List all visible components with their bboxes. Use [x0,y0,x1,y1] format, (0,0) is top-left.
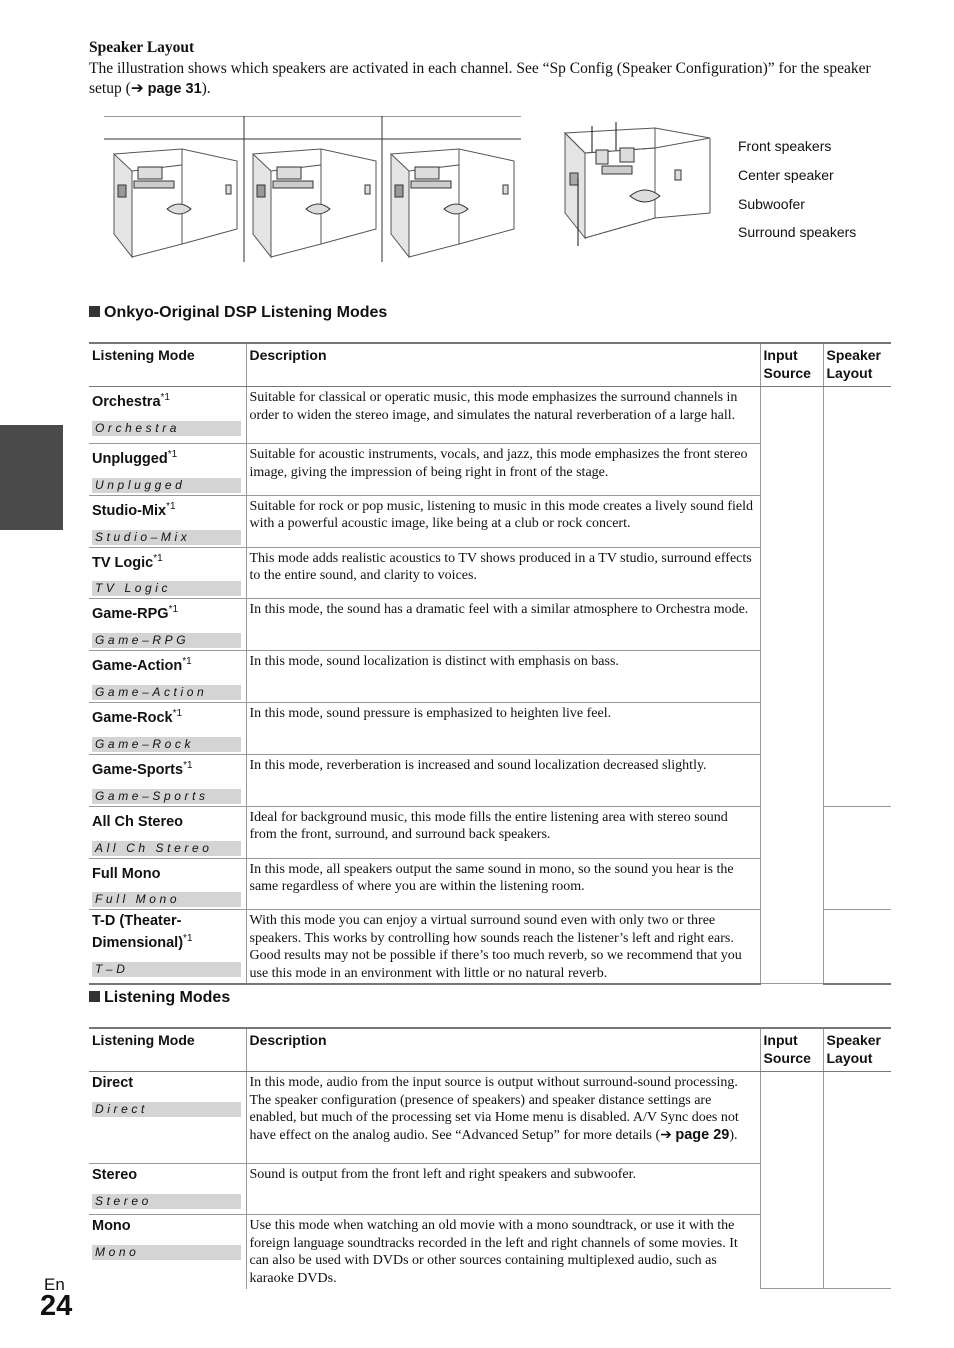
mode-cell [89,651,246,703]
speaker-layout-cell [823,806,891,910]
mode-cell [89,806,246,858]
col-header-speaker-layout: Speaker Layout [823,343,891,387]
footnote-marker: *1 [183,933,193,945]
mode-name: Unplugged$^{*1}$ [92,449,178,467]
footer-language: En [44,1275,65,1294]
display-indicator: TV Logic [92,581,241,596]
description-cell: Ideal for background music, this mode fills the entire listening area with stereo sound from the front, surround, and surround back speakers. [246,806,760,858]
display-indicator: T–D [92,962,241,977]
description-cell: In this mode, audio from the input source is output without surround-sound processing. The speaker configuration (presence of speakers) and speaker distance settings are enabled, but much of the processing set via Home menu is disabled. A/V Sync does not have effect on the analog audio. See “Advanced Setup” for more details (➔ page 29). [246,1072,760,1164]
mode-name: Mono [92,1218,131,1234]
section-tab-marker [0,425,63,530]
legend-subwoofer: Subwoofer [738,196,805,212]
speaker-layout-diagrams [104,116,521,262]
speaker-layout-text: The illustration shows which speakers are activated in each channel. See “Sp Config (Speaker Configuration)” for the speaker setup (➔ page 31). [89,59,871,97]
display-indicator: Game–Sports [92,789,241,804]
description-cell: In this mode, all speakers output the same sound in mono, so the sound you hear is the same regardless of where you are within the listening room. [246,858,760,910]
table-row [89,387,891,444]
table-header-row [89,343,891,387]
col-header-mode: Listening Mode [89,1028,246,1072]
mode-cell [89,910,246,984]
section-title-listening-modes: Listening Modes [89,989,230,1007]
mode-cell [89,1215,246,1289]
arrow-right-icon: ➔ [660,1127,672,1143]
col-header-speaker-layout: Speaker Layout [823,1028,891,1072]
mode-name: All Ch Stereo [92,813,184,830]
mode-name: Full Mono [92,865,161,882]
display-indicator: Studio–Mix [92,530,241,545]
description-cell: Suitable for rock or pop music, listening to music in this mode creates a lively sound field with a powerful acoustic image, like being at a club or rock concert. [246,495,760,547]
display-indicator: Game–Action [92,685,241,700]
square-bullet-icon [89,991,100,1002]
mode-name: T-D (Theater-Dimensional)$^{*1}$ [92,913,193,952]
footnote-marker: *1 [168,604,179,616]
input-source-cell [760,387,823,984]
description-cell: Use this mode when watching an old movie with a mono soundtrack, or use it with the foreign language soundtracks recorded in the left and right channels of some movies. It can also be used with DVDs or other sources containing multiplexed audio, such as karaoke DVDs. [246,1215,760,1289]
mode-cell [89,754,246,806]
mode-cell [89,495,246,547]
speaker-layout-cell [823,387,891,807]
room-diagram [253,149,376,257]
footnote-marker: *1 [153,552,163,564]
table-row [89,1072,891,1164]
mode-name: Orchestra$^{*1}$ [92,392,170,410]
mode-cell [89,547,246,599]
mode-name: Game-Rock$^{*1}$ [92,708,183,726]
input-source-cell [760,1072,823,1289]
page-reference: page 29 [675,1126,730,1143]
description-cell: In this mode, sound localization is distinct with emphasis on bass. [246,651,760,703]
square-bullet-icon [89,306,100,317]
display-indicator: All Ch Stereo [92,841,241,856]
description-cell: Suitable for classical or operatic music, this mode emphasizes the surround channels in order to widen the stereo image, and simulates the natural reverberation of a large hall. [246,387,760,444]
footnote-marker: *1 [172,708,183,720]
mode-cell [89,1164,246,1215]
mode-name: Stereo [92,1167,138,1183]
mode-cell [89,858,246,910]
display-indicator: Game–Rock [92,737,241,752]
display-indicator: Full Mono [92,892,241,907]
speaker-layout-intro [89,38,889,100]
mode-name: TV Logic$^{*1}$ [92,552,163,571]
mode-cell [89,599,246,651]
arrow-right-icon: ➔ [130,80,144,97]
footnote-marker: *1 [167,449,178,460]
legend-front-speakers: Front speakers [738,138,832,154]
dsp-modes-table [89,342,891,985]
room-diagram [391,149,514,257]
col-header-mode: Listening Mode [89,343,246,387]
footnote-marker: *1 [182,656,192,668]
col-header-description: Description [246,343,760,387]
col-header-input-source: Input Source [760,1028,823,1072]
description-cell: In this mode, the sound has a dramatic feel with a similar atmosphere to Orchestra mode. [246,599,760,651]
mode-cell [89,444,246,496]
page-reference: page 31 [147,81,202,97]
table-header-row [89,1028,891,1072]
speaker-layout-cell [823,910,891,984]
description-cell: Sound is output from the front left and right speakers and subwoofer. [246,1164,760,1215]
page-number: 24 [40,1290,73,1322]
listening-modes-table [89,1027,891,1289]
description-cell: This mode adds realistic acoustics to TV shows produced in a TV studio, surround effects to the entire sound, and clarity to voices. [246,547,760,599]
description-cell: With this mode you can enjoy a virtual surround sound even with only two or three speakers. This works by controlling how sounds reach the listener’s left and right ears. Good results may not be possible if there’s too much reverb, so we recommend that you use this mode in an environment with little or no natural reverb. [246,910,760,984]
mode-name: Game-Sports$^{*1}$ [92,759,193,778]
description-cell: Suitable for acoustic instruments, vocals, and jazz, this mode emphasizes the front stereo image, giving the impression of being right in front of the stage. [246,444,760,496]
mode-name: Direct [92,1075,134,1091]
display-indicator: Unplugged [92,478,241,493]
col-header-input-source: Input Source [760,343,823,387]
mode-name: Game-RPG$^{*1}$ [92,604,179,623]
speaker-legend-room-icon [560,118,720,248]
speaker-layout-cell [823,1072,891,1289]
description-cell: In this mode, sound pressure is emphasized to heighten live feel. [246,703,760,755]
description-cell: In this mode, reverberation is increased and sound localization decreased slightly. [246,754,760,806]
footnote-marker: *1 [183,759,193,771]
display-indicator: Orchestra [92,421,241,436]
footnote-marker: *1 [166,500,176,512]
legend-surround-speakers: Surround speakers [738,224,857,240]
display-indicator: Game–RPG [92,633,241,648]
mode-cell [89,387,246,444]
display-indicator: Direct [92,1102,241,1117]
display-indicator: Mono [92,1245,241,1260]
speaker-layout-heading: Speaker Layout [89,39,195,56]
footnote-marker: *1 [160,392,170,403]
display-indicator: Stereo [92,1194,241,1209]
mode-name: Game-Action$^{*1}$ [92,656,192,675]
col-header-description: Description [246,1028,760,1072]
mode-cell [89,703,246,755]
legend-center-speaker: Center speaker [738,167,834,183]
section-title-dsp-modes: Onkyo-Original DSP Listening Modes [89,304,387,322]
room-diagram [114,149,237,257]
mode-cell [89,1072,246,1164]
mode-name: Studio-Mix$^{*1}$ [92,500,176,519]
